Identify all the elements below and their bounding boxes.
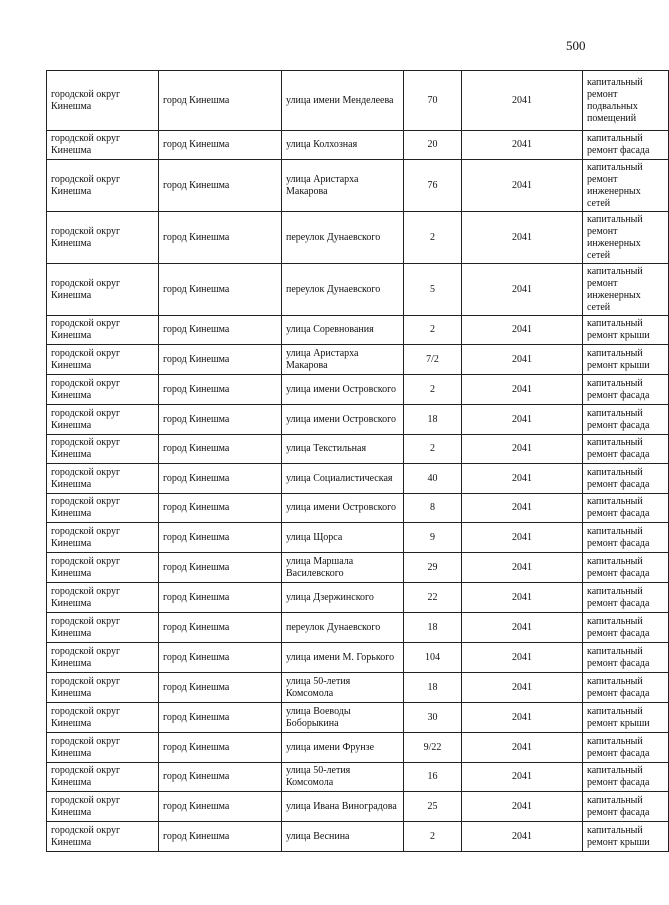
table-row: [47, 553, 669, 583]
table-row: [47, 822, 669, 852]
year-cell: 2041: [462, 71, 583, 131]
year-cell: 2041: [462, 435, 583, 464]
work-type-cell: капитальный ремонт фасада: [583, 733, 669, 763]
house-number-cell: 18: [404, 405, 462, 435]
table-row: [47, 405, 669, 435]
house-number-cell: 40: [404, 464, 462, 494]
work-type-cell: капитальный ремонт крыши: [583, 345, 669, 375]
municipality-cell: городской округ Кинешма: [47, 792, 159, 822]
year-cell: 2041: [462, 405, 583, 435]
street-cell: переулок Дунаевского: [282, 613, 404, 643]
municipality-cell: городской округ Кинешма: [47, 345, 159, 375]
work-type-cell: капитальный ремонт фасада: [583, 613, 669, 643]
street-cell: улица имени Островского: [282, 494, 404, 523]
locality-cell: город Кинешма: [159, 464, 282, 494]
work-type-cell: капитальный ремонт фасада: [583, 792, 669, 822]
table-row: [47, 316, 669, 345]
work-type-cell: капитальный ремонт фасада: [583, 464, 669, 494]
work-type-cell: капитальный ремонт фасада: [583, 643, 669, 673]
house-number-cell: 9/22: [404, 733, 462, 763]
house-number-cell: 30: [404, 703, 462, 733]
municipality-cell: городской округ Кинешма: [47, 375, 159, 405]
street-cell: улица Ивана Виноградова: [282, 792, 404, 822]
street-cell: улица Социалистическая: [282, 464, 404, 494]
year-cell: 2041: [462, 494, 583, 523]
locality-cell: город Кинешма: [159, 375, 282, 405]
year-cell: 2041: [462, 345, 583, 375]
municipality-cell: городской округ Кинешма: [47, 673, 159, 703]
house-number-cell: 16: [404, 763, 462, 792]
year-cell: 2041: [462, 822, 583, 852]
locality-cell: город Кинешма: [159, 316, 282, 345]
locality-cell: город Кинешма: [159, 435, 282, 464]
table-row: [47, 703, 669, 733]
street-cell: улица Дзержинского: [282, 583, 404, 613]
year-cell: 2041: [462, 212, 583, 264]
work-type-cell: капитальный ремонт фасада: [583, 435, 669, 464]
table-row: [47, 792, 669, 822]
work-type-cell: капитальный ремонт фасада: [583, 673, 669, 703]
table-row: [47, 345, 669, 375]
municipality-cell: городской округ Кинешма: [47, 405, 159, 435]
locality-cell: город Кинешма: [159, 494, 282, 523]
registry-table-body: [47, 71, 669, 852]
year-cell: 2041: [462, 703, 583, 733]
table-row: [47, 763, 669, 792]
municipality-cell: городской округ Кинешма: [47, 583, 159, 613]
table-row: [47, 375, 669, 405]
municipality-cell: городской округ Кинешма: [47, 160, 159, 212]
locality-cell: город Кинешма: [159, 71, 282, 131]
locality-cell: город Кинешма: [159, 673, 282, 703]
locality-cell: город Кинешма: [159, 733, 282, 763]
house-number-cell: 18: [404, 673, 462, 703]
house-number-cell: 9: [404, 523, 462, 553]
house-number-cell: 2: [404, 435, 462, 464]
street-cell: улица 50-летия Комсомола: [282, 763, 404, 792]
house-number-cell: 7/2: [404, 345, 462, 375]
year-cell: 2041: [462, 553, 583, 583]
work-type-cell: капитальный ремонт инженерных сетей: [583, 212, 669, 264]
municipality-cell: городской округ Кинешма: [47, 763, 159, 792]
locality-cell: город Кинешма: [159, 553, 282, 583]
house-number-cell: 22: [404, 583, 462, 613]
house-number-cell: 2: [404, 822, 462, 852]
table-row: [47, 583, 669, 613]
table-row: [47, 613, 669, 643]
year-cell: 2041: [462, 792, 583, 822]
year-cell: 2041: [462, 264, 583, 316]
street-cell: переулок Дунаевского: [282, 264, 404, 316]
locality-cell: город Кинешма: [159, 613, 282, 643]
street-cell: переулок Дунаевского: [282, 212, 404, 264]
work-type-cell: капитальный ремонт фасада: [583, 375, 669, 405]
table-row: [47, 523, 669, 553]
work-type-cell: капитальный ремонт фасада: [583, 553, 669, 583]
house-number-cell: 2: [404, 375, 462, 405]
table-row: [47, 733, 669, 763]
street-cell: улица Соревнования: [282, 316, 404, 345]
table-row: [47, 131, 669, 160]
house-number-cell: 104: [404, 643, 462, 673]
municipality-cell: городской округ Кинешма: [47, 464, 159, 494]
house-number-cell: 2: [404, 316, 462, 345]
municipality-cell: городской округ Кинешма: [47, 822, 159, 852]
year-cell: 2041: [462, 375, 583, 405]
table-row: [47, 71, 669, 131]
locality-cell: город Кинешма: [159, 212, 282, 264]
work-type-cell: капитальный ремонт фасада: [583, 583, 669, 613]
table-row: [47, 494, 669, 523]
house-number-cell: 29: [404, 553, 462, 583]
street-cell: улица Воеводы Боборыкина: [282, 703, 404, 733]
municipality-cell: городской округ Кинешма: [47, 494, 159, 523]
work-type-cell: капитальный ремонт фасада: [583, 131, 669, 160]
table-row: [47, 464, 669, 494]
locality-cell: город Кинешма: [159, 405, 282, 435]
work-type-cell: капитальный ремонт инженерных сетей: [583, 160, 669, 212]
locality-cell: город Кинешма: [159, 703, 282, 733]
house-number-cell: 25: [404, 792, 462, 822]
municipality-cell: городской округ Кинешма: [47, 613, 159, 643]
municipality-cell: городской округ Кинешма: [47, 131, 159, 160]
year-cell: 2041: [462, 763, 583, 792]
year-cell: 2041: [462, 523, 583, 553]
year-cell: 2041: [462, 673, 583, 703]
table-row: [47, 264, 669, 316]
year-cell: 2041: [462, 733, 583, 763]
municipality-cell: городской округ Кинешма: [47, 703, 159, 733]
work-type-cell: капитальный ремонт фасада: [583, 405, 669, 435]
house-number-cell: 20: [404, 131, 462, 160]
work-type-cell: капитальный ремонт крыши: [583, 822, 669, 852]
street-cell: улица Щорса: [282, 523, 404, 553]
street-cell: улица имени М. Горького: [282, 643, 404, 673]
street-cell: улица имени Менделеева: [282, 71, 404, 131]
year-cell: 2041: [462, 643, 583, 673]
registry-table: [46, 70, 669, 852]
house-number-cell: 2: [404, 212, 462, 264]
locality-cell: город Кинешма: [159, 131, 282, 160]
locality-cell: город Кинешма: [159, 763, 282, 792]
page-number: 500: [566, 38, 586, 53]
work-type-cell: капитальный ремонт фасада: [583, 763, 669, 792]
house-number-cell: 18: [404, 613, 462, 643]
locality-cell: город Кинешма: [159, 792, 282, 822]
locality-cell: город Кинешма: [159, 345, 282, 375]
locality-cell: город Кинешма: [159, 160, 282, 212]
street-cell: улица 50-летия Комсомола: [282, 673, 404, 703]
locality-cell: город Кинешма: [159, 583, 282, 613]
year-cell: 2041: [462, 316, 583, 345]
table-row: [47, 212, 669, 264]
table-row: [47, 435, 669, 464]
house-number-cell: 76: [404, 160, 462, 212]
street-cell: улица имени Фрунзе: [282, 733, 404, 763]
year-cell: 2041: [462, 464, 583, 494]
street-cell: улица Текстильная: [282, 435, 404, 464]
table-row: [47, 673, 669, 703]
table-row: [47, 160, 669, 212]
year-cell: 2041: [462, 613, 583, 643]
street-cell: улица имени Островского: [282, 405, 404, 435]
municipality-cell: городской округ Кинешма: [47, 523, 159, 553]
work-type-cell: капитальный ремонт крыши: [583, 316, 669, 345]
locality-cell: город Кинешма: [159, 264, 282, 316]
year-cell: 2041: [462, 131, 583, 160]
locality-cell: город Кинешма: [159, 822, 282, 852]
street-cell: улица Веснина: [282, 822, 404, 852]
work-type-cell: капитальный ремонт фасада: [583, 523, 669, 553]
locality-cell: город Кинешма: [159, 643, 282, 673]
table-row: [47, 643, 669, 673]
work-type-cell: капитальный ремонт инженерных сетей: [583, 264, 669, 316]
house-number-cell: 70: [404, 71, 462, 131]
street-cell: улица Колхозная: [282, 131, 404, 160]
municipality-cell: городской округ Кинешма: [47, 71, 159, 131]
work-type-cell: капитальный ремонт подвальных помещений: [583, 71, 669, 131]
locality-cell: город Кинешма: [159, 523, 282, 553]
house-number-cell: 8: [404, 494, 462, 523]
municipality-cell: городской округ Кинешма: [47, 316, 159, 345]
street-cell: улица Аристарха Макарова: [282, 345, 404, 375]
municipality-cell: городской округ Кинешма: [47, 733, 159, 763]
work-type-cell: капитальный ремонт фасада: [583, 494, 669, 523]
year-cell: 2041: [462, 160, 583, 212]
house-number-cell: 5: [404, 264, 462, 316]
municipality-cell: городской округ Кинешма: [47, 643, 159, 673]
municipality-cell: городской округ Кинешма: [47, 264, 159, 316]
street-cell: улица Маршала Василевского: [282, 553, 404, 583]
municipality-cell: городской округ Кинешма: [47, 212, 159, 264]
year-cell: 2041: [462, 583, 583, 613]
municipality-cell: городской округ Кинешма: [47, 435, 159, 464]
work-type-cell: капитальный ремонт крыши: [583, 703, 669, 733]
municipality-cell: городской округ Кинешма: [47, 553, 159, 583]
street-cell: улица имени Островского: [282, 375, 404, 405]
street-cell: улица Аристарха Макарова: [282, 160, 404, 212]
